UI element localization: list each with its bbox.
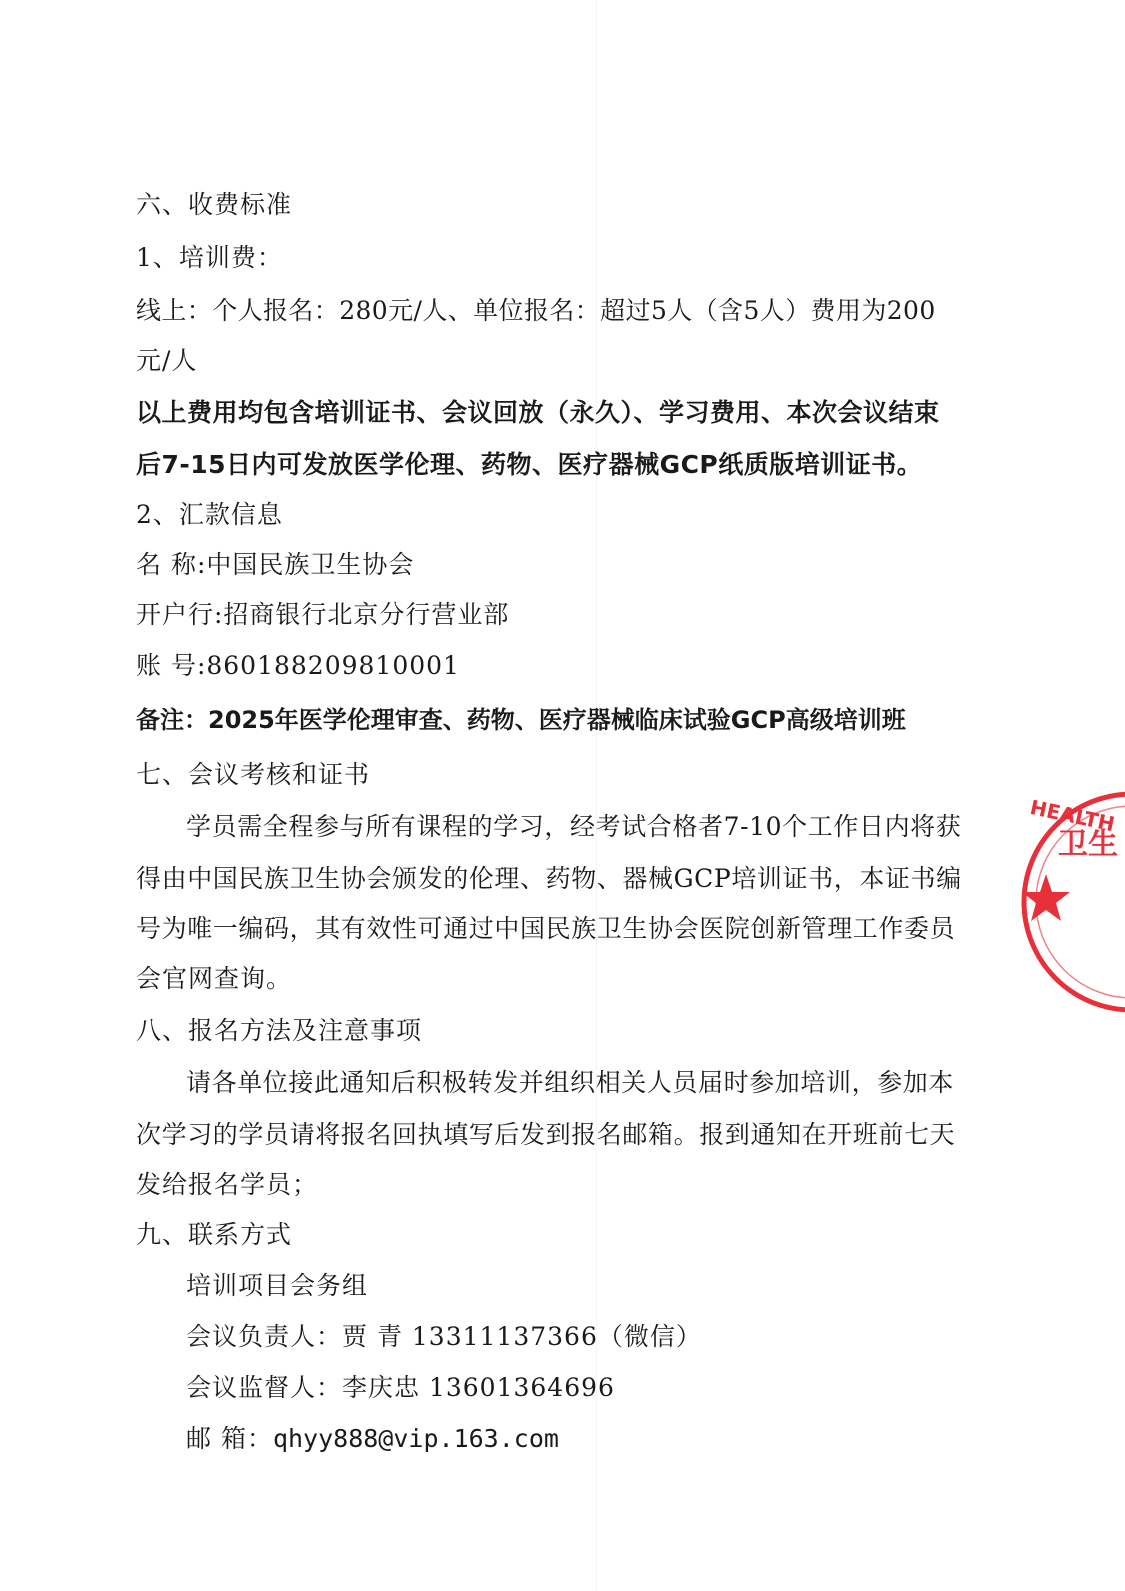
seal-graphic <box>1020 782 1125 1022</box>
email-address: qhyy888@vip.163.com <box>272 1424 559 1453</box>
seal-ring-text: HEALTH <box>1027 795 1117 837</box>
fee-note-line-1: 以上费用均包含培训证书、会议回放（永久）、学习费用、本次会议结束 <box>136 398 940 427</box>
seal-star-icon <box>1022 874 1070 921</box>
section7-para-line-3: 号为唯一编码，其有效性可通过中国民族卫生协会医院创新管理工作委员 <box>136 914 956 943</box>
section8-para-line-2: 次学习的学员请将报名回执填写后发到报名邮箱。报到通知在开班前七天 <box>136 1120 956 1149</box>
fee-item-title: 1、培训费： <box>136 243 283 272</box>
fee-line-1: 线上：个人报名：280元/人、单位报名：超过5人（含5人）费用为200 <box>136 296 936 325</box>
section7-para-line-1: 学员需全程参与所有课程的学习，经考试合格者7-10个工作日内将获 <box>186 812 962 841</box>
section6-heading: 六、收费标准 <box>136 190 293 219</box>
seal-glyphs: 卫生 <box>1058 827 1118 862</box>
section7-heading: 七、会议考核和证书 <box>136 760 371 789</box>
bank-name: 开户行:招商银行北京分行营业部 <box>136 600 510 629</box>
official-seal <box>1020 782 1125 1022</box>
contact-group: 培训项目会务组 <box>186 1271 369 1300</box>
contact-leader: 会议负责人：贾 青 13311137366（微信） <box>186 1322 702 1351</box>
remark-line: 备注：2025年医学伦理审查、药物、医疗器械临床试验GCP高级培训班 <box>136 706 906 734</box>
account-name: 名 称:中国民族卫生协会 <box>136 550 415 579</box>
section8-para-line-3: 发给报名学员； <box>136 1170 319 1199</box>
scan-fold-line <box>596 0 597 1591</box>
contact-email-row <box>186 1424 559 1454</box>
section8-para-line-1: 请各单位接此通知后积极转发并组织相关人员届时参加培训，参加本 <box>186 1068 955 1097</box>
account-number: 账 号:860188209810001 <box>136 651 460 680</box>
section7-para-line-2: 得由中国民族卫生协会颁发的伦理、药物、器械GCP培训证书，本证书编 <box>136 864 962 893</box>
fee-note-line-2: 后7-15日内可发放医学伦理、药物、医疗器械GCP纸质版培训证书。 <box>136 450 923 479</box>
contact-supervisor: 会议监督人：李庆忠 13601364696 <box>186 1373 615 1402</box>
section8-heading: 八、报名方法及注意事项 <box>136 1016 423 1045</box>
remit-item-title: 2、汇款信息 <box>136 500 283 529</box>
email-label: 邮 箱： <box>186 1424 273 1453</box>
section7-para-line-4: 会官网查询。 <box>136 964 293 993</box>
section9-heading: 九、联系方式 <box>136 1220 293 1249</box>
fee-line-2: 元/人 <box>136 346 198 375</box>
